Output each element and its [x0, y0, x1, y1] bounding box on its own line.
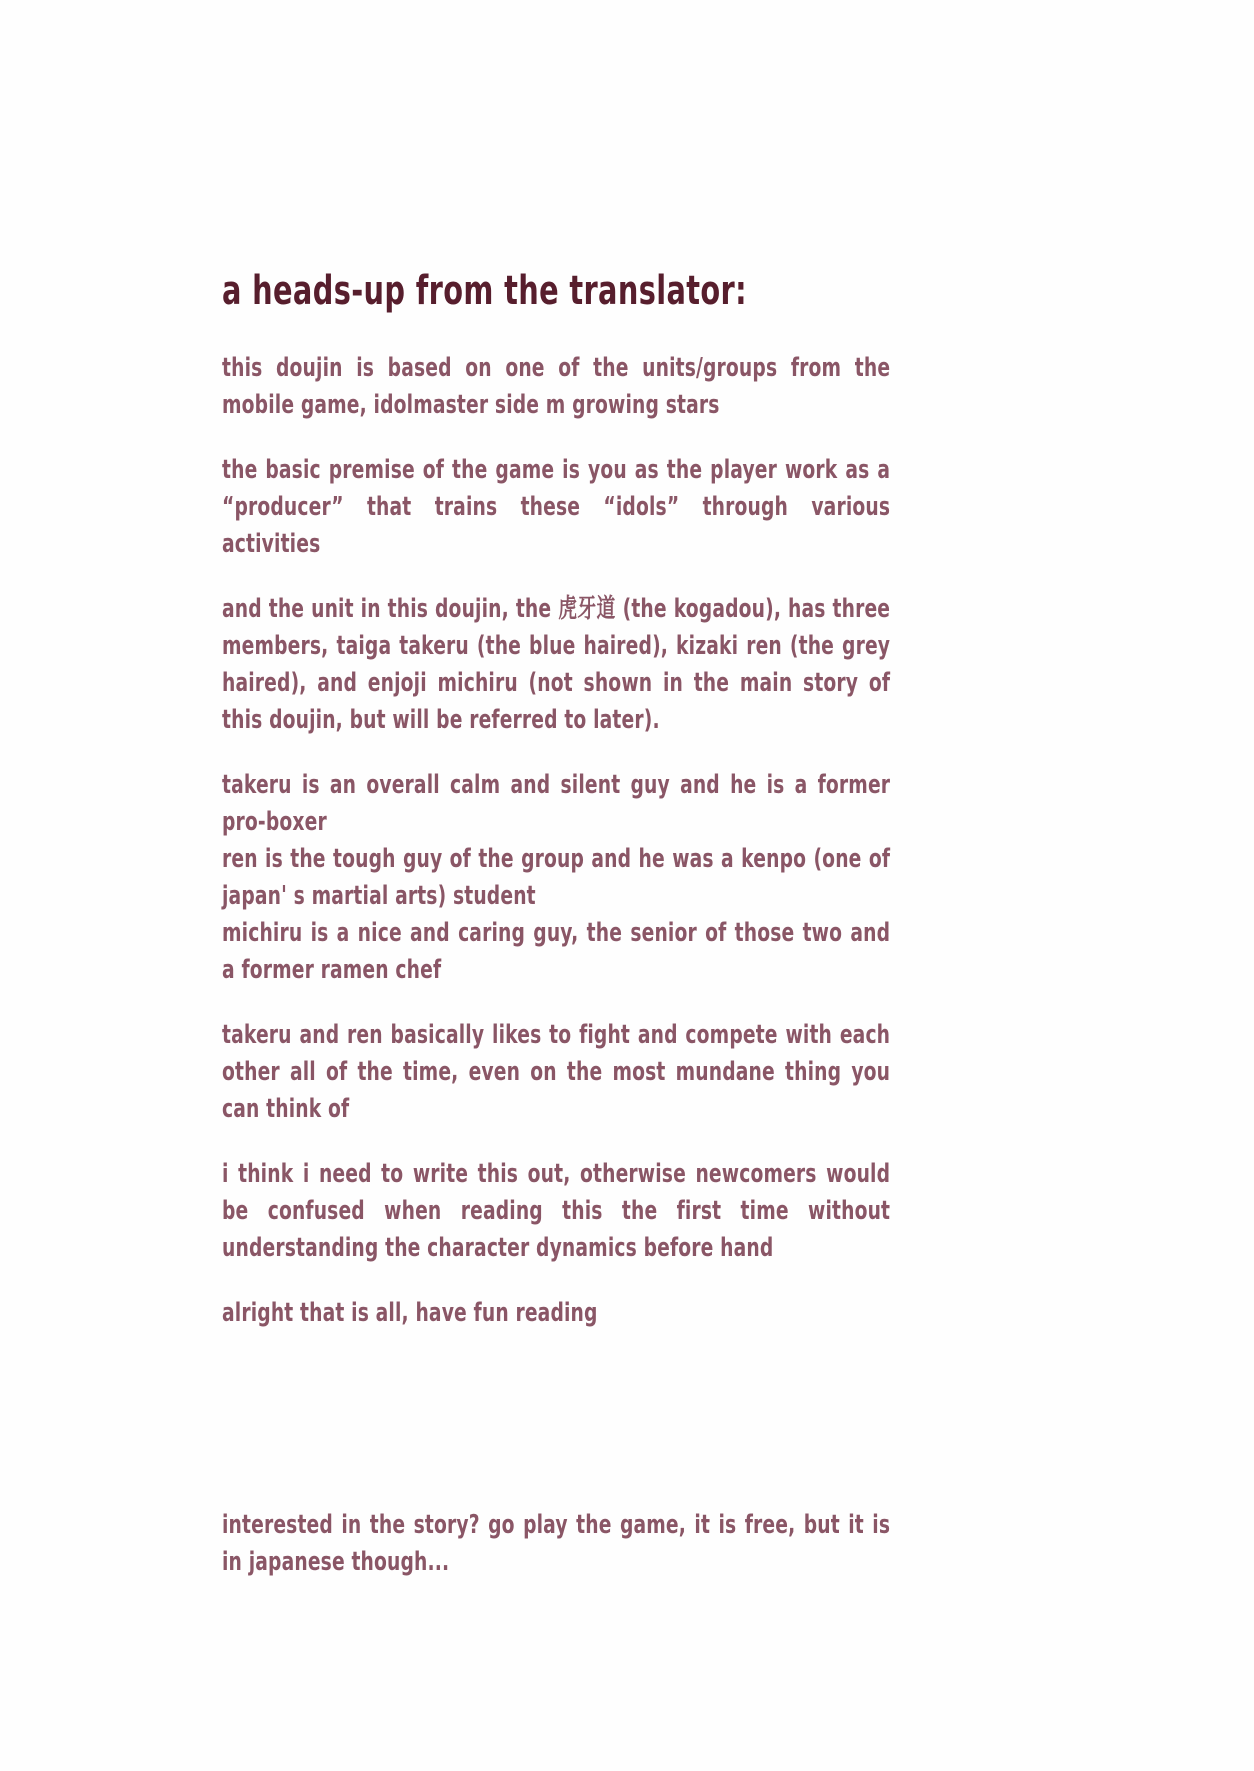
paragraph-premise: the basic premise of the game is you as the player work as a “producer” that trains these “idols” through various activities	[222, 455, 891, 559]
paragraph-members	[222, 767, 890, 989]
paragraph-footer: interested in the story? go play the game, it is free, but it is in japanese though...	[222, 1510, 891, 1577]
paragraph-reason: i think i need to write this out, otherwise newcomers would be confused when reading this the first time without understanding the character dynamics before hand	[222, 1159, 891, 1263]
paragraph-unit: and the unit in this doujin, the 虎牙道 (the kogadou), has three members, taiga takeru (the blue haired), kizaki ren (the grey haired), and enjoji michiru (not shown in the main story of this doujin, but will be referred to later).	[222, 594, 891, 735]
paragraph-closing: alright that is all, have fun reading	[222, 1298, 598, 1328]
paragraph-rivalry: takeru and ren basically likes to fight and compete with each other all of the time, even on the most mundane thing you can think of	[222, 1020, 891, 1124]
page-title: a heads-up from the translator:	[222, 268, 747, 314]
paragraph-intro: this doujin is based on one of the units/groups from the mobile game, idolmaster side m growing stars	[222, 353, 891, 420]
note-content	[222, 0, 890, 1581]
member-line-michiru: michiru is a nice and caring guy, the senior of those two and a former ramen chef	[222, 918, 891, 985]
member-line-ren: ren is the tough guy of the group and he was a kenpo (one of japan' s martial arts) student	[222, 844, 891, 911]
member-line-takeru: takeru is an overall calm and silent guy and he is a former pro-boxer	[222, 770, 891, 837]
